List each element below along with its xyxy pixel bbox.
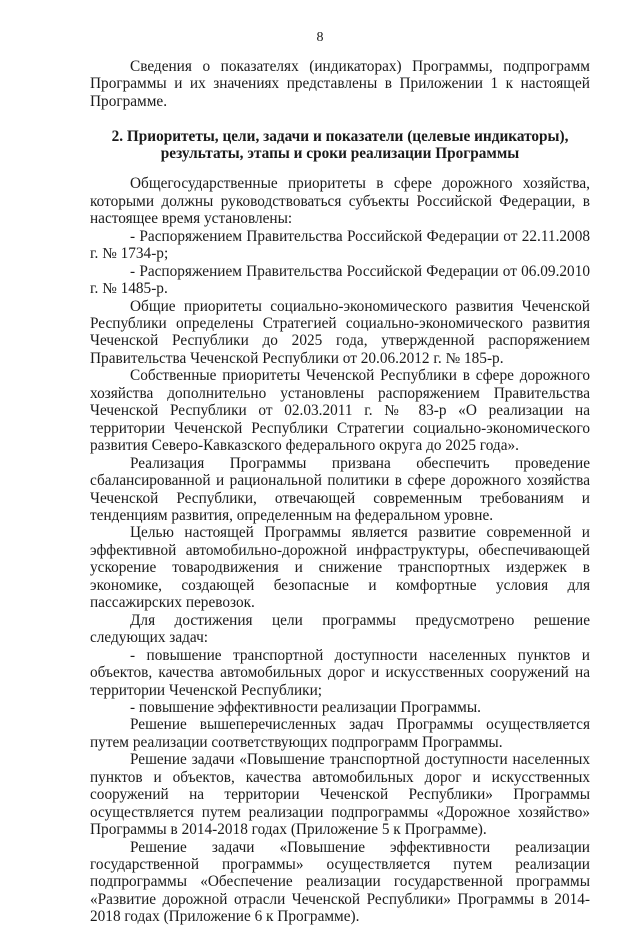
list-item-task-2: - повышение эффективности реализации Программы. xyxy=(130,698,481,716)
paragraph-implementation: Реализация Программы призвана обеспечить проведение сбалансированной и рациональной политики в сфере дорожного хозяйства Чеченской Республики, отвечающей современным требованиям и тенденциям развития, определенным на федеральном уровне. xyxy=(90,454,590,524)
section-heading-line-1: 2. Приоритеты, цели, задачи и показатели (целевые индикаторы), xyxy=(111,128,569,146)
paragraph-task-2-solution: Решение задачи «Повышение эффективности реализации государственной программы» осуществляется путем реализации подпрограммы «Обеспечение реализации государственной программы «Развитие дорожной отрасли Чеченской Республики» Программы в 2014-2018 годах (Приложение 6 к Программе). xyxy=(90,838,590,926)
paragraph-strategy: Общие приоритеты социально-экономического развития Чеченской Республики определены Стратегией социально-экономического развития Чеченской Республики до 2025 года, утвержденной распоряжением Правительства Чеченской Республики от 20.06.2012 г. № 185-р. xyxy=(90,297,590,367)
paragraph-goal: Целью настоящей Программы является развитие современной и эффективной автомобильно-дорожной инфраструктуры, обеспечивающей ускорение товародвижения и снижение транспортных издержек в экономике, создающей безопасные и комфортные условия для пассажирских перевозок. xyxy=(90,524,590,612)
list-item-order-1734: - Распоряжением Правительства Российской Федерации от 22.11.2008 г. № 1734-р; xyxy=(90,227,590,263)
section-heading xyxy=(90,128,590,162)
paragraph-task-1-solution: Решение задачи «Повышение транспортной доступности населенных пунктов и объектов, качества автомобильных дорог и искусственных сооружений на территории Чеченской Республики» Программы осуществляется путем реализации подпрограммы «Дорожное хозяйство» Программы в 2014-2018 годах (Приложение 5 к Программе). xyxy=(90,751,590,839)
document-body xyxy=(90,58,590,926)
intro-paragraph: Сведения о показателях (индикаторах) Программы, подпрограмм Программы и их значениях представлены в Приложении 1 к настоящей Программе. xyxy=(90,58,590,110)
list-item-order-1485: - Распоряжением Правительства Российской Федерации от 06.09.2010 г. № 1485-р. xyxy=(90,262,590,298)
paragraph-own-priorities: Собственные приоритеты Чеченской Республики в сфере дорожного хозяйства дополнительно установлены распоряжением Правительства Чеченской Республики от 02.03.2011 г. № 83-р «О реализации на территории Чеченской Республики Стратегии социально-экономического развития Северо-Кавказского федерального округа до 2025 года». xyxy=(90,367,590,455)
page-number: 8 xyxy=(316,30,324,45)
paragraph-task-solution: Решение вышеперечисленных задач Программы осуществляется путем реализации соответствующих подпрограмм Программы. xyxy=(90,716,590,751)
section-heading-line-2: результаты, этапы и сроки реализации Программы xyxy=(160,145,520,163)
paragraph-tasks-intro: Для достижения цели программы предусмотрено решение следующих задач: xyxy=(90,611,590,647)
list-item-task-1: - повышение транспортной доступности населенных пунктов и объектов, качества автомобильных дорог и искусственных сооружений на территории Чеченской Республики; xyxy=(90,646,590,699)
paragraph-priorities: Общегосударственные приоритеты в сфере дорожного хозяйства, которыми должны руководствоваться субъекты Российской Федерации, в настоящее время установлены: xyxy=(90,175,590,228)
